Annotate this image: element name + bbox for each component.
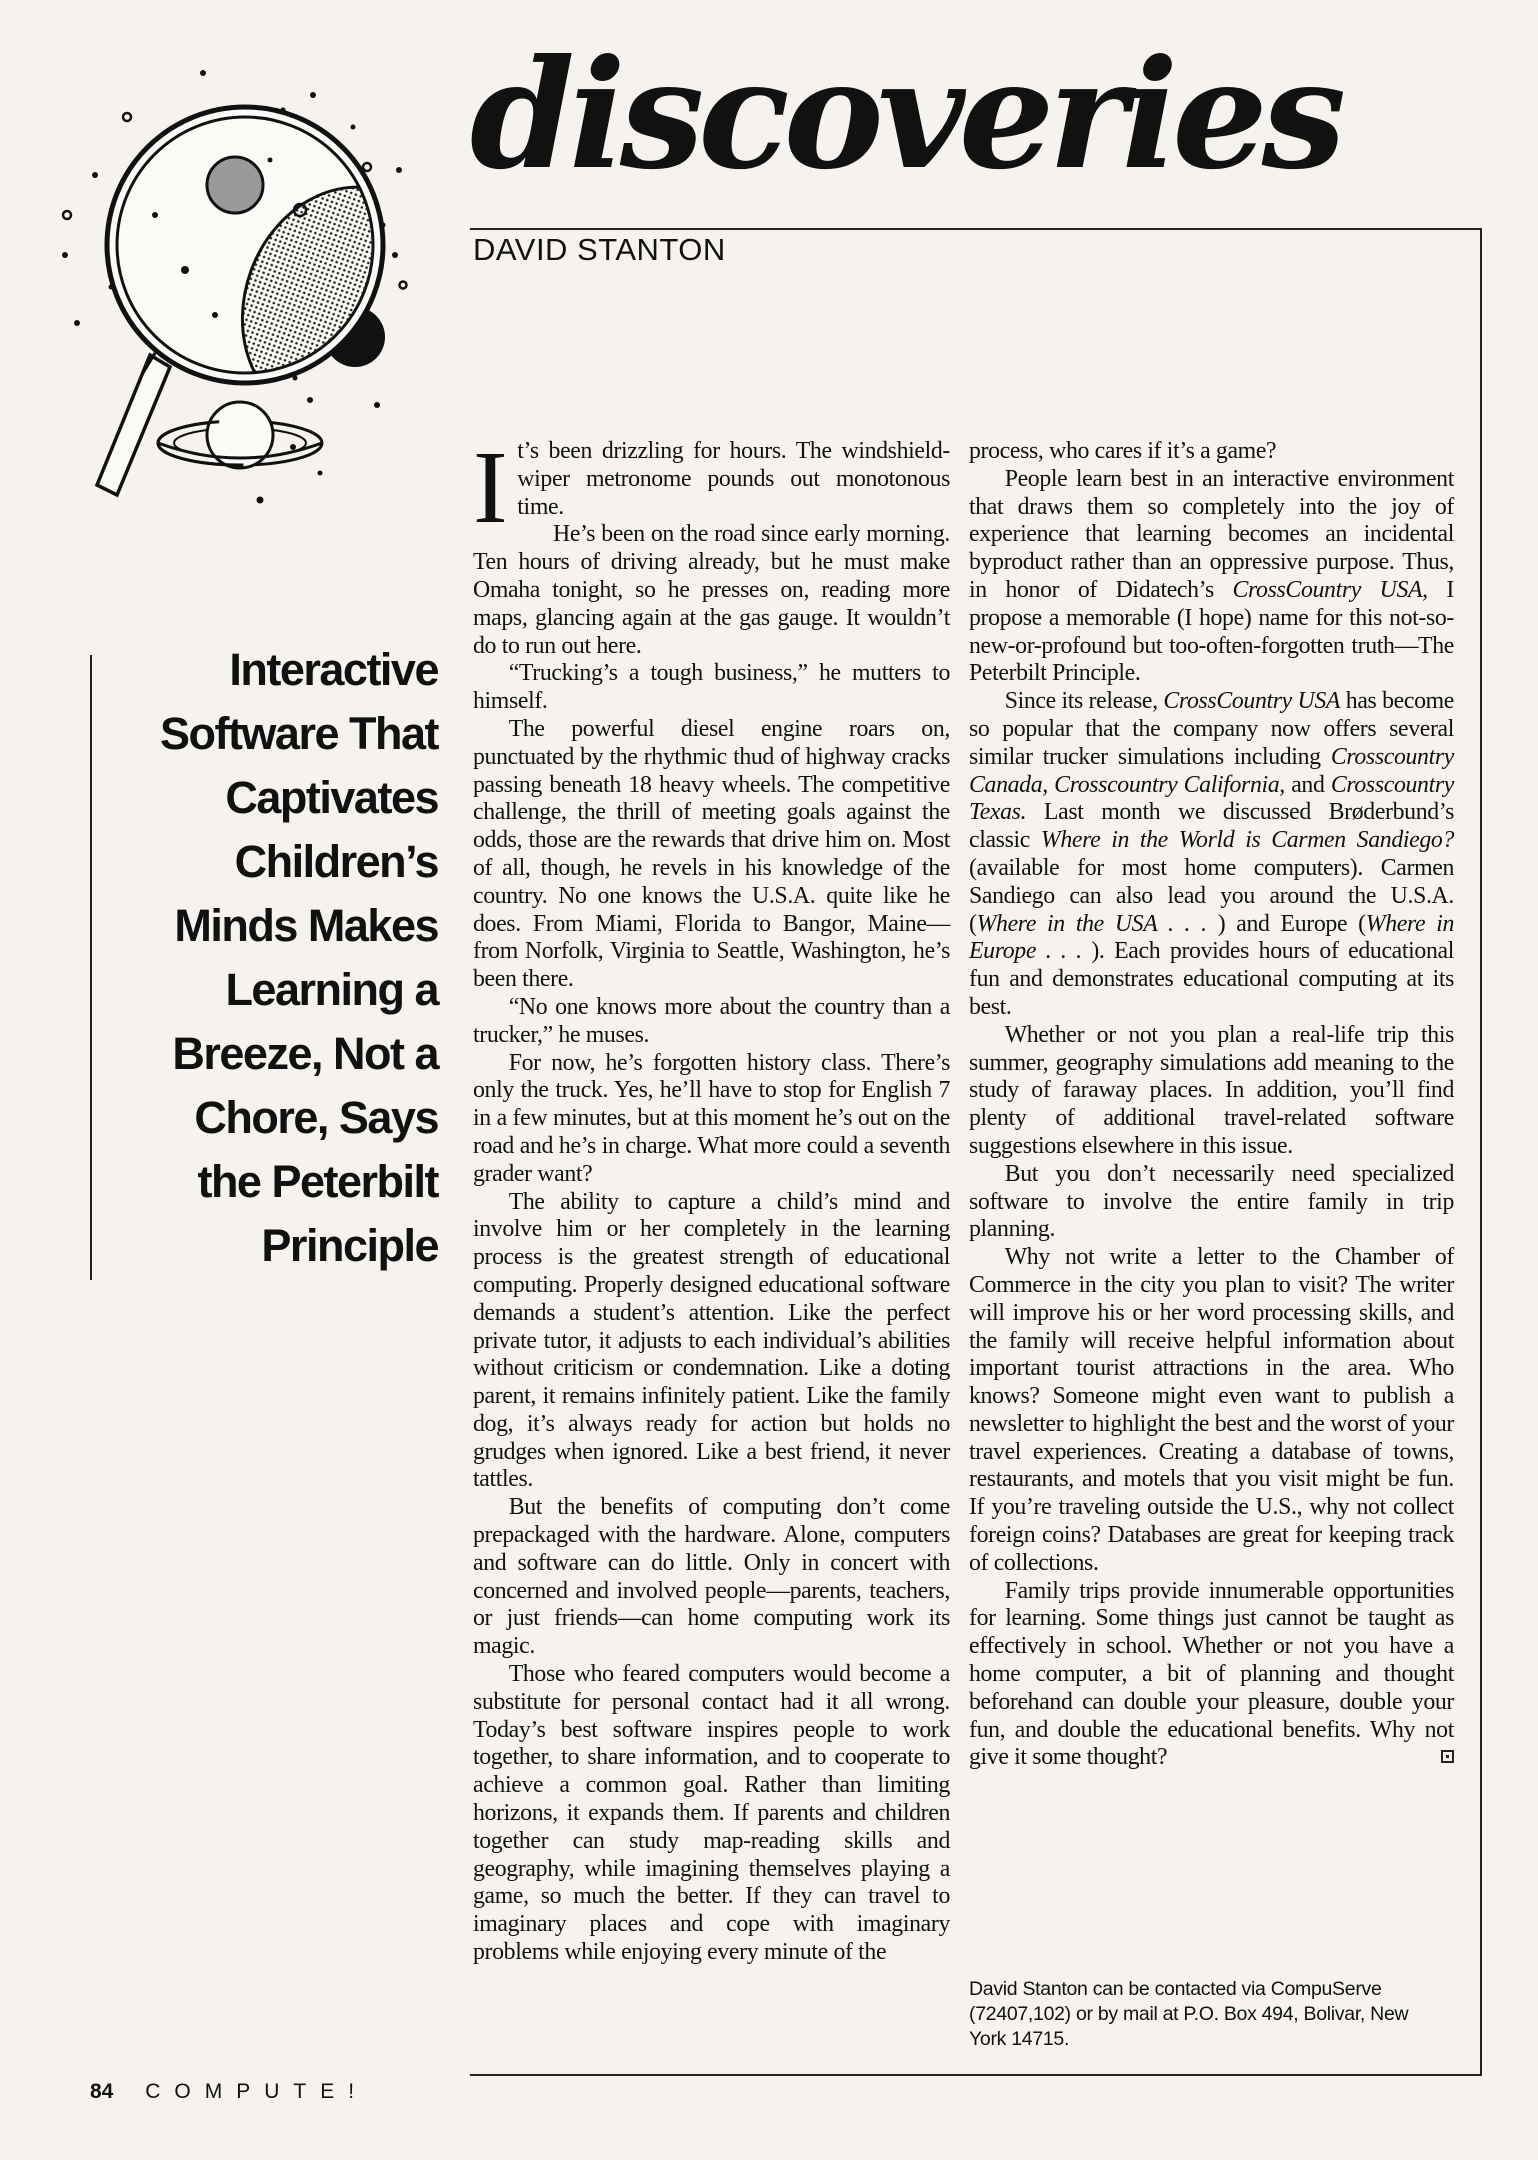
- magazine-name: COMPUTE!: [145, 2080, 369, 2103]
- paragraph: “Trucking’s a tough business,” he mutters to himself.: [473, 660, 950, 715]
- paragraph: He’s been on the road since early morning. Ten hours of driving already, but he must make Omaha tonight, so he presses on, reading more maps, glancing again at the gas gauge. It wouldn’t do to run out here.: [473, 521, 950, 659]
- end-of-article-icon: [1441, 1750, 1454, 1763]
- headline-line: Principle: [261, 1220, 438, 1271]
- drop-cap: I: [473, 430, 508, 545]
- author-byline: DAVID STANTON: [473, 232, 726, 267]
- paragraph: Since its release, CrossCountry USA has become so popular that the company now offers several similar trucker simulations including Crosscountry Canada, Crosscountry California, and Crosscountry Texas. Last month we discussed Brøderbund’s classic Where in the World is Carmen Sandiego? (available for most home computers). Carmen Sandiego can also lead you around the U.S.A. (Where in the USA . . . ) and Europe (Where in Europe . . . ). Each provides hours of educational fun and demonstrates educational computing at its best.: [969, 688, 1454, 1020]
- paragraph: “No one knows more about the country than a trucker,” he muses.: [473, 993, 950, 1048]
- paragraph: But you don’t necessarily need specialized software to involve the entire family in trip planning.: [969, 1160, 1454, 1243]
- paragraph: It’s been drizzling for hours. The windshield-wiper metronome pounds out monotonous time.: [473, 430, 950, 545]
- headline-line: Breeze, Not a: [172, 1028, 438, 1079]
- paragraph: But the benefits of computing don’t come prepackaged with the hardware. Alone, computers and software can do little. Only in concert with concerned and involved people—parents, teachers, or just friends—can home computing work its magic.: [473, 1494, 950, 1660]
- headline-line: Minds Makes: [174, 900, 438, 951]
- article-headline: [100, 638, 438, 1278]
- paragraph: The powerful diesel engine roars on, punctuated by the rhythmic thud of highway cracks passing beneath 18 heavy wheels. The competitive challenge, the thrill of meeting goals against the odds, those are the rewards that drive him on. Most of all, though, he revels in his knowledge of the country. No one knows the U.S.A. quite like he does. From Miami, Florida to Bangor, Maine—from Norfolk, Virginia to Seattle, Washington, he’s been there.: [473, 715, 950, 993]
- paragraph: Why not write a letter to the Chamber of Commerce in the city you plan to visit? The writer will improve his or her word processing skills, and the family will receive helpful information about important tourist attractions in the area. Who knows? Someone might even want to publish a newsletter to highlight the best and the worst of your travel experiences. Creating a database of towns, restaurants, and motels that you visit might be fun. If you’re traveling outside the U.S., why not collect foreign coins? Databases are great for keeping track of collections.: [969, 1244, 1454, 1576]
- author-bio: David Stanton can be contacted via CompuServe (72407,102) or by mail at P.O. Box 494, Bolivar, New York 14715.: [969, 1978, 1409, 2050]
- paragraph: The ability to capture a child’s mind and involve him or her completely in the learning process is the greatest strength of educational computing. Properly designed educational software demands a student’s attention. Like the perfect private tutor, it adjusts to each individual’s abilities without criticism or condemnation. Like a doting parent, it remains infinitely patient. Like the family dog, it’s always ready for action but holds no grudges when ignored. Like a best friend, it never tattles.: [473, 1188, 950, 1493]
- headline-line: Chore, Says: [194, 1092, 438, 1143]
- headline-line: the Peterbilt: [197, 1156, 438, 1207]
- paragraph: Those who feared computers would become a substitute for personal contact had it all wrong. Today’s best software inspires people to work together, to share information, and to cooperate to achieve a common goal. Rather than limiting horizons, it expands them. If parents and children together can study map-reading skills and geography, while imagining themselves playing a game, so much the better. If they can travel to imaginary places and cope with imaginary problems while enjoying every minute of the: [473, 1661, 950, 1966]
- paragraph: Family trips provide innumerable opportunities for learning. Some things just cannot be taught as effectively in school. Whether or not you have a home computer, a bit of planning and thought beforehand can double your pleasure, double your fun, and double the educational benefits. Why not give it some thought?: [969, 1577, 1454, 1771]
- column-name: discoveries: [470, 27, 1341, 203]
- headline-line: Children’s: [234, 836, 438, 887]
- page-number: 84: [90, 2080, 114, 2103]
- magnifier-handle-icon: [97, 355, 170, 495]
- magnifying-glass-planets-illustration: [55, 55, 435, 535]
- paragraph: process, who cares if it’s a game?: [969, 438, 1277, 464]
- headline-line: Interactive: [229, 644, 438, 695]
- page-footer: [90, 2080, 368, 2104]
- ringed-planet-icon: [158, 402, 322, 468]
- headline-rule: [90, 655, 92, 1280]
- article-column-1: [473, 430, 950, 1967]
- headline-line: Learning a: [225, 964, 438, 1015]
- paragraph: Whether or not you plan a real-life trip this summer, geography simulations add meaning to the study of faraway places. In addition, you’ll find plenty of additional travel-related software suggestions elsewhere in this issue.: [969, 1021, 1454, 1159]
- moon-icon: [207, 157, 263, 213]
- paragraph: People learn best in an interactive environment that draws them so completely into the joy of experience that learning becomes an incidental byproduct rather than an oppressive purpose. Thus, in honor of Didatech’s CrossCountry USA, I propose a memorable (I hope) name for this not-so-new-or-profound but too-often-forgotten truth—The Peterbilt Principle.: [969, 465, 1454, 687]
- headline-line: Captivates: [225, 772, 438, 823]
- headline-line: Software That: [159, 708, 438, 759]
- article-column-2: [969, 438, 1454, 1772]
- paragraph: For now, he’s forgotten history class. There’s only the truck. Yes, he’ll have to stop for English 7 in a few minutes, but at this moment he’s out on the road and he’s in charge. What more could a seventh grader want?: [473, 1049, 950, 1187]
